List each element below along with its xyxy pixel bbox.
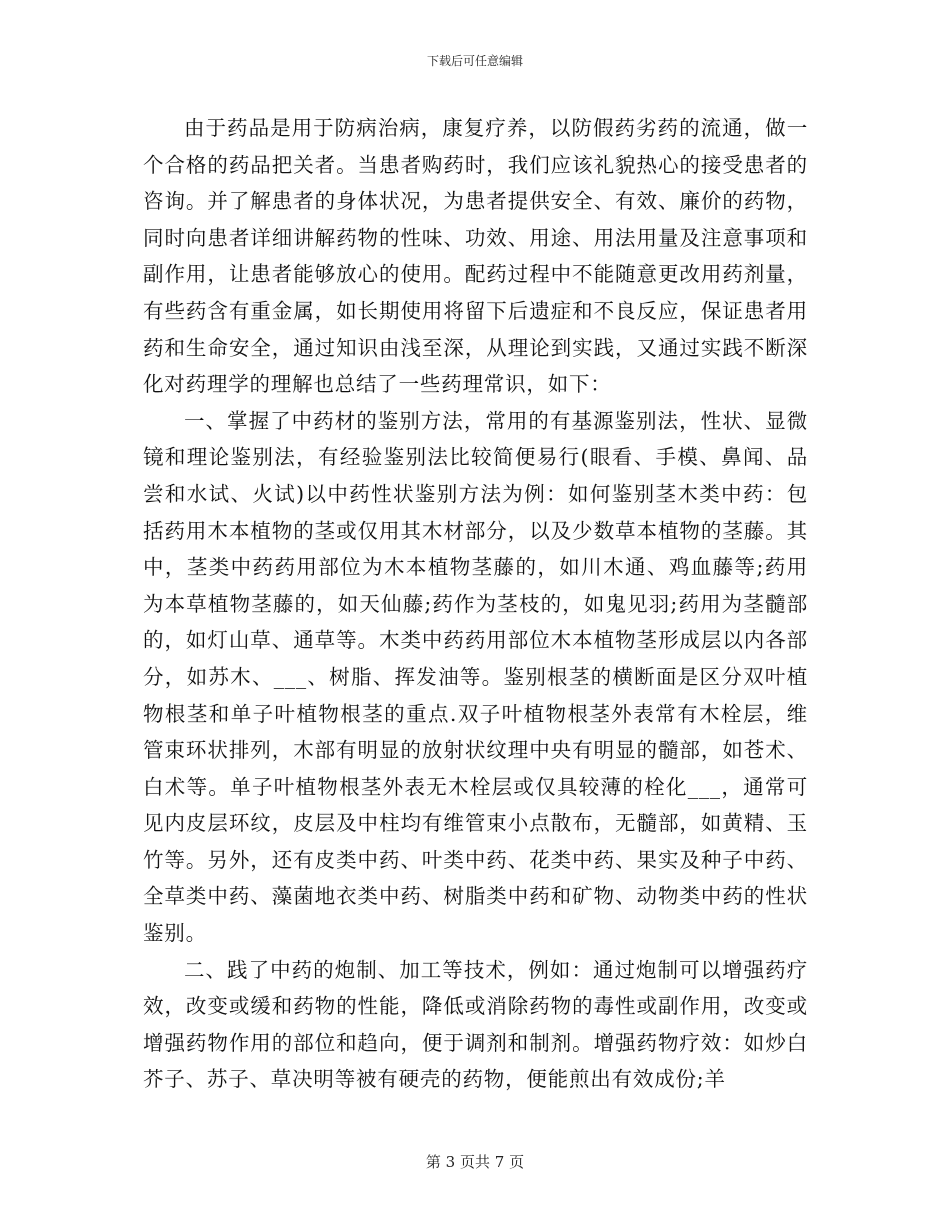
page-header: 下载后可任意编辑 <box>426 54 523 68</box>
page-number: 第 3 页共 7 页 <box>425 1153 525 1171</box>
paragraph-section-one: 一、掌握了中药材的鉴别方法，常用的有基源鉴别法，性状、显微镜和理论鉴别法，有经验鉴别法比较简便易行(眼看、手模、鼻闻、品尝和水试、火试)以中药性状鉴别方法为例：如何鉴别茎木类中药：包括药用木本植物的茎或仅用其木材部分，以及少数草本植物的茎藤。其中，茎类中药药用部位为木本植物茎藤的，如川木通、鸡血藤等;药用为本草植物茎藤的，如天仙藤;药作为茎枝的，如鬼见羽;药用为茎髓部的，如灯山草、通草等。木类中药药用部位木本植物茎形成层以内各部分，如苏木、___、树脂、挥发油等。鉴别根茎的横断面是区分双叶植物根茎和单子叶植物根茎的重点.双子叶植物根茎外表常有木栓层，维管束环状排列，木部有明显的放射状纹理中央有明显的髓部，如苍术、白术等。单子叶植物根茎外表无木栓层或仅具较薄的栓化___，通常可见内皮层环纹，皮层及中柱均有维管束小点散布，无髓部，如黄精、玉竹等。另外，还有皮类中药、叶类中药、花类中药、果实及种子中药、全草类中药、藻菌地衣类中药、树脂类中药和矿物、动物类中药的性状鉴别。 <box>143 408 808 946</box>
paragraph-section-two: 二、践了中药的炮制、加工等技术，例如：通过炮制可以增强药疗效，改变或缓和药物的性能，降低或消除药物的毒性或副作用，改变或增强药物作用的部位和趋向，便于调剂和制剂。增强药物疗效：如炒白芥子、苏子、草决明等被有硬壳的药物，便能煎出有效成份;羊 <box>143 957 808 1092</box>
document-body <box>143 110 808 1098</box>
paragraph-intro: 由于药品是用于防病治病，康复疗养，以防假药劣药的流通，做一个合格的药品把关者。当患者购药时，我们应该礼貌热心的接受患者的咨询。并了解患者的身体状况，为患者提供安全、有效、廉价的药物，同时向患者详细讲解药物的性味、功效、用途、用法用量及注意事项和副作用，让患者能够放心的使用。配药过程中不能随意更改用药剂量，有些药含有重金属，如长期使用将留下后遗症和不良反应，保证患者用药和生命安全，通过知识由浅至深，从理论到实践，又通过实践不断深化对药理学的理解也总结了一些药理常识，如下： <box>143 116 808 397</box>
